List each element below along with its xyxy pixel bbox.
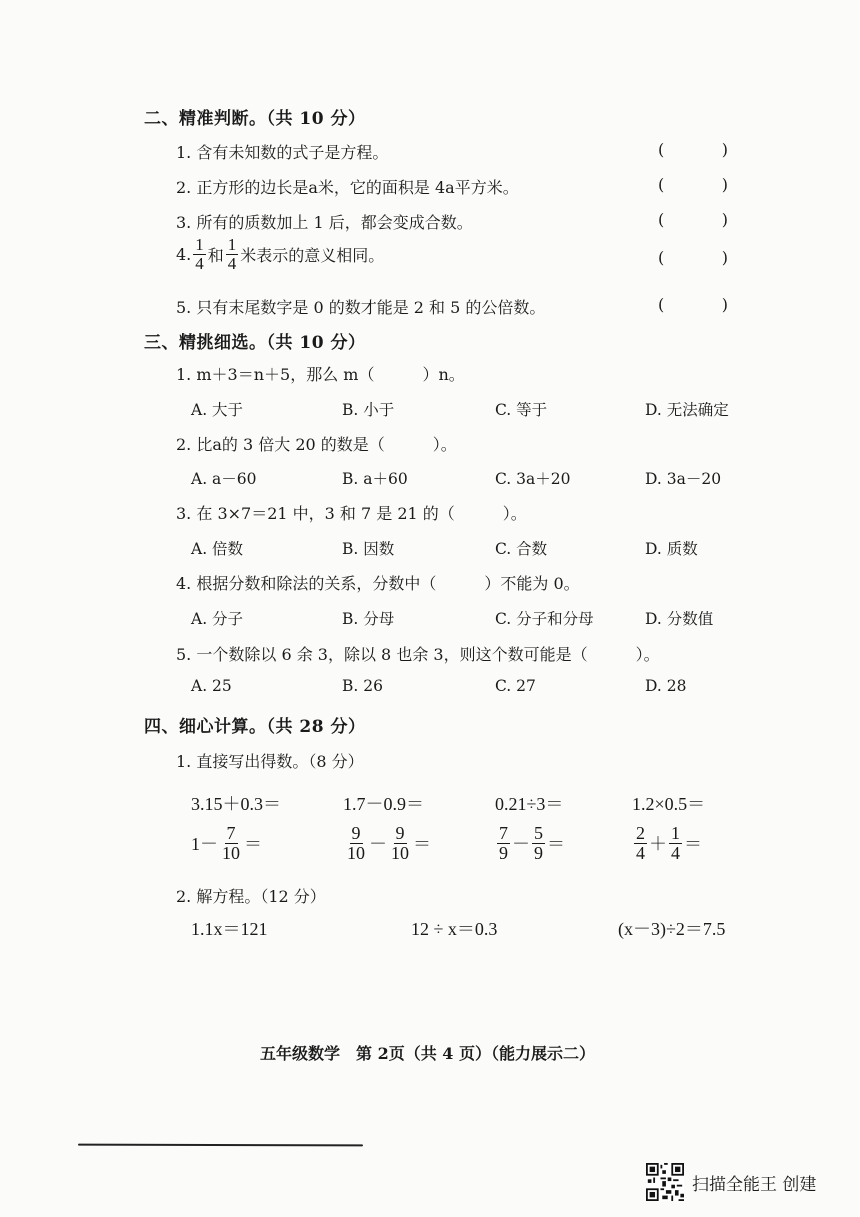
option-d: D. 质数 [645, 540, 698, 558]
equation: 12 ÷ x＝0.3 [411, 919, 498, 939]
option-d: D. 28 [645, 677, 687, 695]
judge-item-5: 5. 只有末尾数字是 0 的数才能是 2 和 5 的公倍数。 [176, 298, 546, 317]
fraction: $\frac{1}{4}$ [671, 823, 680, 863]
option-c: C. 等于 [495, 401, 548, 419]
equation: (x－3)÷2＝7.5 [618, 919, 726, 939]
calc-fraction-item: $\frac{2}{4}$ ＋ $\frac{1}{4}$ ＝ [636, 823, 702, 863]
fraction: $\frac{1}{4}$ [195, 235, 204, 273]
qr-code-icon [646, 1163, 684, 1201]
answer-paren-1: ( ) [658, 140, 728, 159]
scanner-watermark: 扫描全能王 创建 [692, 1175, 817, 1195]
choice-question-2: 2. 比a的 3 倍大 20 的数是（ ）。 [176, 435, 457, 454]
calc-fraction-item: 1－ $\frac{7}{10}$ ＝ [191, 823, 262, 863]
section3-title: 三、精挑细选。（共 10 分） [144, 333, 366, 353]
judge-item-1: 1. 含有未知数的式子是方程。 [176, 143, 389, 162]
fraction: $\frac{1}{4}$ [227, 235, 237, 273]
section4-title: 四、细心计算。（共 28 分） [144, 717, 366, 737]
option-b: B. 小于 [342, 401, 395, 419]
option-a: A. 分子 [191, 610, 244, 628]
option-b: B. 因数 [342, 540, 395, 558]
calc-fraction-item: $\frac{7}{9}$ － $\frac{5}{9}$ ＝ [499, 823, 565, 863]
option-a: A. 大于 [191, 401, 244, 419]
fraction: $\frac{7}{9}$ [499, 823, 508, 863]
option-b: B. a＋60 [342, 470, 408, 488]
option-d: D. 3a－20 [645, 470, 722, 488]
choice-question-1: 1. m＋3＝n＋5，那么 m（ ）n。 [176, 365, 465, 384]
judge-item-4: 4. $\frac{1}{4}$ 和 $\frac{1}{4}$ 米表示的意义相同。 [176, 235, 385, 273]
page-footer: 五年级数学 第 2页（共 4 页）（能力展示二） [260, 1044, 595, 1063]
fraction: $\frac{9}{10}$ [347, 823, 365, 863]
scan-line [78, 1144, 363, 1147]
option-c: C. 27 [495, 677, 536, 695]
answer-paren-5: ( ) [658, 295, 728, 314]
fraction: $\frac{9}{10}$ [391, 823, 409, 863]
option-a: A. a－60 [191, 470, 257, 488]
sub2-title: 2. 解方程。（12 分） [176, 887, 326, 906]
fraction: $\frac{2}{4}$ [636, 823, 645, 863]
option-c: C. 3a＋20 [495, 470, 571, 488]
fraction: $\frac{5}{9}$ [534, 823, 543, 863]
option-d: D. 无法确定 [645, 401, 729, 419]
option-d: D. 分数值 [645, 610, 714, 628]
sub1-title: 1. 直接写出得数。（8 分） [176, 752, 364, 771]
option-b: B. 26 [342, 677, 383, 695]
section2-title: 二、精准判断。（共 10 分） [144, 109, 366, 129]
option-a: A. 25 [191, 677, 232, 695]
calc-item: 1.2×0.5＝ [632, 794, 706, 814]
option-b: B. 分母 [342, 610, 395, 628]
judge-item-2: 2. 正方形的边长是a米，它的面积是 4a平方米。 [176, 178, 519, 197]
choice-question-3: 3. 在 3×7＝21 中，3 和 7 是 21 的（ ）。 [176, 504, 527, 523]
answer-paren-2: ( ) [658, 175, 728, 194]
answer-paren-4: ( ) [658, 248, 728, 267]
calc-item: 0.21÷3＝ [495, 794, 564, 814]
answer-paren-3: ( ) [658, 210, 728, 229]
choice-question-4: 4. 根据分数和除法的关系，分数中（ ）不能为 0。 [176, 574, 580, 593]
equation: 1.1x＝121 [191, 919, 268, 939]
choice-question-5: 5. 一个数除以 6 余 3，除以 8 也余 3，则这个数可能是（ ）。 [176, 645, 660, 664]
option-c: C. 合数 [495, 540, 548, 558]
fraction: $\frac{7}{10}$ [222, 823, 240, 863]
option-c: C. 分子和分母 [495, 610, 594, 628]
option-a: A. 倍数 [191, 540, 244, 558]
judge-item-3: 3. 所有的质数加上 1 后，都会变成合数。 [176, 213, 473, 232]
calc-item: 3.15＋0.3＝ [191, 794, 281, 814]
calc-fraction-item: $\frac{9}{10}$ － $\frac{9}{10}$ ＝ [347, 823, 431, 863]
calc-item: 1.7－0.9＝ [343, 794, 424, 814]
